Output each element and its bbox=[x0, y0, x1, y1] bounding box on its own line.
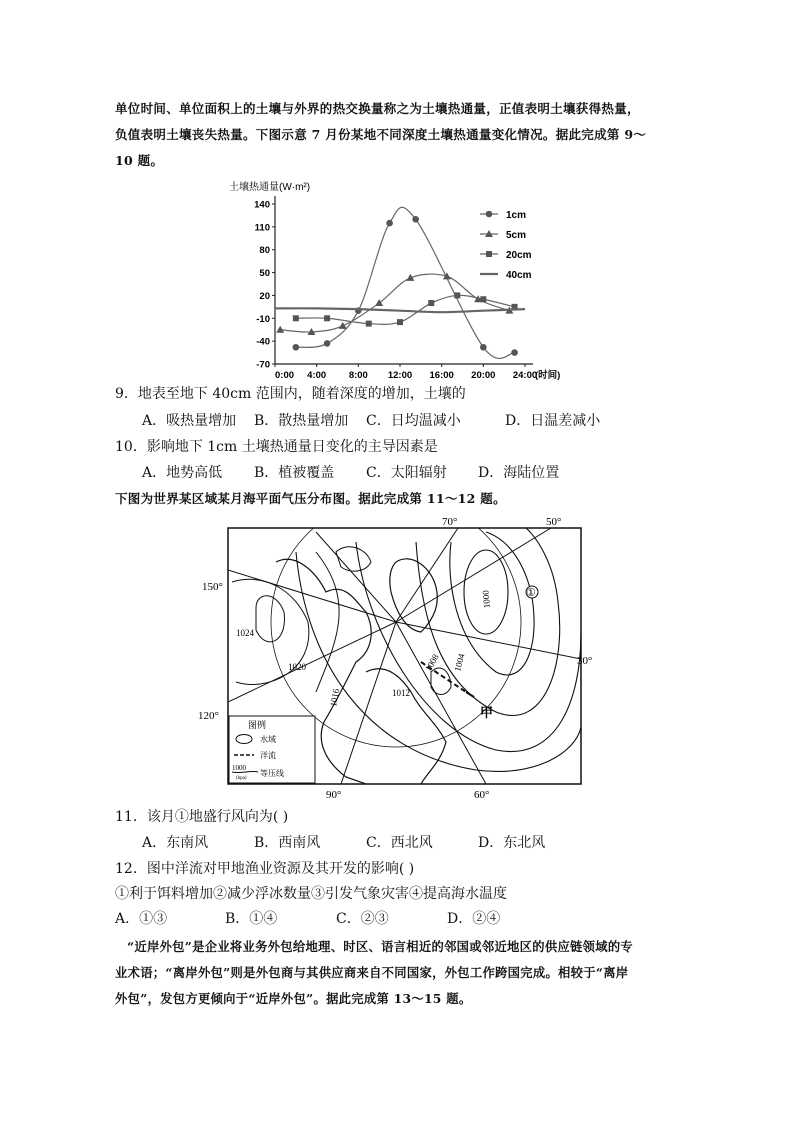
isobar-1008: 1008 bbox=[423, 652, 441, 673]
q9-option-d[interactable]: D．日温差减小 bbox=[505, 413, 601, 429]
legend-water: 水域 bbox=[260, 735, 276, 744]
series-line-1cm bbox=[296, 207, 515, 358]
q12-option-d[interactable]: D．②④ bbox=[447, 911, 501, 927]
chart-ylabel: 土壤热通量(W·m²) bbox=[229, 182, 311, 193]
lon-60: 60° bbox=[474, 789, 490, 801]
q9-option-c[interactable]: C．日均温减小 bbox=[366, 413, 461, 429]
legend-title: 图例 bbox=[248, 720, 267, 730]
legend-current: 洋流 bbox=[260, 751, 276, 760]
legend-label-5cm: 5cm bbox=[506, 230, 527, 241]
q10-option-d[interactable]: D．海陆位置 bbox=[478, 465, 560, 481]
data-point-1cm bbox=[412, 216, 419, 223]
sea-level-pressure-map bbox=[196, 512, 596, 802]
question-9-stem: 9．地表至地下 40cm 范围内，随着深度的增加，土壤的 bbox=[115, 386, 466, 402]
data-point-20cm bbox=[428, 300, 434, 306]
q9-option-b[interactable]: B．散热量增加 bbox=[254, 413, 349, 429]
legend-label-1cm: 1cm bbox=[506, 210, 527, 221]
isobar-1000: 1000 bbox=[480, 589, 492, 609]
lon-50: 50° bbox=[546, 516, 562, 528]
x-tick-label: 20:00 bbox=[471, 370, 496, 381]
series-line-40cm bbox=[275, 308, 525, 312]
intro1-line2: 负值表明土壤丧失热量。下图示意 7 月份某地不同深度土壤热通量变化情况。据此完成第 9～ bbox=[115, 127, 647, 142]
marker-1: ① bbox=[526, 587, 536, 599]
y-tick-label: -40 bbox=[256, 336, 270, 348]
data-point-20cm bbox=[480, 296, 486, 302]
data-point-20cm bbox=[397, 319, 403, 325]
intro-paragraph-1 bbox=[115, 96, 690, 174]
question-11-stem: 11．该月①地盛行风向为( ) bbox=[115, 809, 289, 825]
y-tick-label: -70 bbox=[256, 359, 270, 371]
y-tick-label: 50 bbox=[259, 268, 270, 280]
data-point-20cm bbox=[366, 321, 372, 327]
intro-paragraph-2: 下图为世界某区域某月海平面气压分布图。据此完成第 11～12 题。 bbox=[115, 491, 506, 506]
x-axis-label: (时间) bbox=[535, 370, 561, 381]
y-tick-label: 110 bbox=[254, 222, 270, 234]
q12-option-c[interactable]: C．②③ bbox=[336, 911, 389, 927]
data-point-20cm bbox=[324, 315, 330, 321]
legend-label-20cm: 20cm bbox=[506, 250, 532, 261]
data-point-20cm bbox=[293, 315, 299, 321]
data-point-1cm bbox=[386, 220, 393, 227]
soil-heat-flux-chart bbox=[225, 178, 570, 383]
question-10-stem: 10．影响地下 1cm 土壤热通量日变化的主导因素是 bbox=[115, 439, 438, 455]
isobar-1016: 1016 bbox=[328, 687, 342, 708]
isobar-1004: 1004 bbox=[452, 652, 467, 673]
isobar-1012: 1012 bbox=[392, 688, 410, 698]
q12-items: ①利于饵料增加②减少浮冰数量③引发气象灾害④提高海水温度 bbox=[115, 886, 507, 902]
intro3-line1: “近岸外包”是企业将业务外包给地理、时区、语言相近的邻国或邻近地区的供应链领域的专 bbox=[127, 939, 634, 954]
data-point-20cm bbox=[454, 292, 460, 298]
data-point-1cm bbox=[324, 340, 331, 347]
x-tick-label: 8:00 bbox=[348, 370, 368, 381]
legend-isobar-value: 1000 bbox=[232, 764, 246, 772]
intro1-line1: 单位时间、单位面积上的土壤与外界的热交换量称之为土壤热通量，正值表明土壤获得热量， bbox=[115, 101, 640, 116]
q11-option-a[interactable]: A．东南风 bbox=[142, 835, 209, 851]
intro-paragraph-3 bbox=[115, 934, 690, 1012]
map-legend bbox=[229, 716, 315, 783]
data-point-1cm bbox=[511, 349, 518, 356]
x-tick-label: 12:00 bbox=[387, 370, 413, 381]
legend-marker-1cm bbox=[486, 211, 493, 218]
q10-option-b[interactable]: B．植被覆盖 bbox=[254, 465, 335, 481]
intro3-line2: 业术语；“离岸外包”则是外包商与其供应商来自不同国家，外包工作跨国完成。相较于“离岸 bbox=[115, 965, 629, 980]
data-point-1cm bbox=[480, 344, 487, 351]
marker-jia: 甲 bbox=[480, 705, 494, 720]
legend-isobar-unit: (hpa) bbox=[236, 776, 247, 781]
y-tick-label: -10 bbox=[256, 313, 270, 325]
y-tick-label: 20 bbox=[259, 290, 270, 302]
q11-option-b[interactable]: B．西南风 bbox=[254, 835, 321, 851]
x-tick-label: 4:00 bbox=[307, 370, 327, 381]
y-tick-label: 140 bbox=[254, 199, 270, 211]
q10-option-a[interactable]: A．地势高低 bbox=[142, 465, 223, 481]
chart-plot-area bbox=[254, 196, 560, 381]
data-point-5cm bbox=[375, 299, 383, 306]
data-point-5cm bbox=[339, 322, 347, 329]
legend-label-40cm: 40cm bbox=[506, 270, 532, 281]
lon-90: 90° bbox=[326, 789, 342, 801]
data-point-1cm bbox=[293, 344, 300, 351]
q9-option-a[interactable]: A．吸热量增加 bbox=[142, 413, 237, 429]
legend-marker-20cm bbox=[486, 251, 492, 257]
x-tick-label: 16:00 bbox=[429, 370, 454, 381]
isobar-1020: 1020 bbox=[288, 662, 306, 672]
q11-option-d[interactable]: D．东北风 bbox=[478, 835, 546, 851]
lon-150: 150° bbox=[202, 581, 223, 593]
lon-120: 120° bbox=[198, 710, 219, 722]
y-tick-label: 80 bbox=[259, 245, 270, 257]
q12-option-a[interactable]: A．①③ bbox=[115, 911, 168, 927]
x-tick-label: 0:00 bbox=[275, 370, 295, 381]
intro1-line3: 10 题。 bbox=[115, 153, 164, 168]
legend-isobar: 等压线 bbox=[260, 769, 284, 778]
q12-option-b[interactable]: B．①④ bbox=[225, 911, 278, 927]
question-12-stem: 12．图中洋流对甲地渔业资源及其开发的影响( ) bbox=[115, 861, 415, 877]
lon-30: 30° bbox=[577, 655, 593, 667]
isobar-1024: 1024 bbox=[236, 628, 254, 638]
x-tick-label: 24:00 bbox=[512, 370, 538, 381]
data-point-5cm bbox=[276, 326, 284, 333]
q11-option-c[interactable]: C．西北风 bbox=[366, 835, 433, 851]
lon-70: 70° bbox=[442, 516, 458, 528]
q10-option-c[interactable]: C．太阳辐射 bbox=[366, 465, 447, 481]
intro3-line3: 外包”，发包方更倾向于“近岸外包”。据此完成第 13～15 题。 bbox=[115, 991, 472, 1006]
